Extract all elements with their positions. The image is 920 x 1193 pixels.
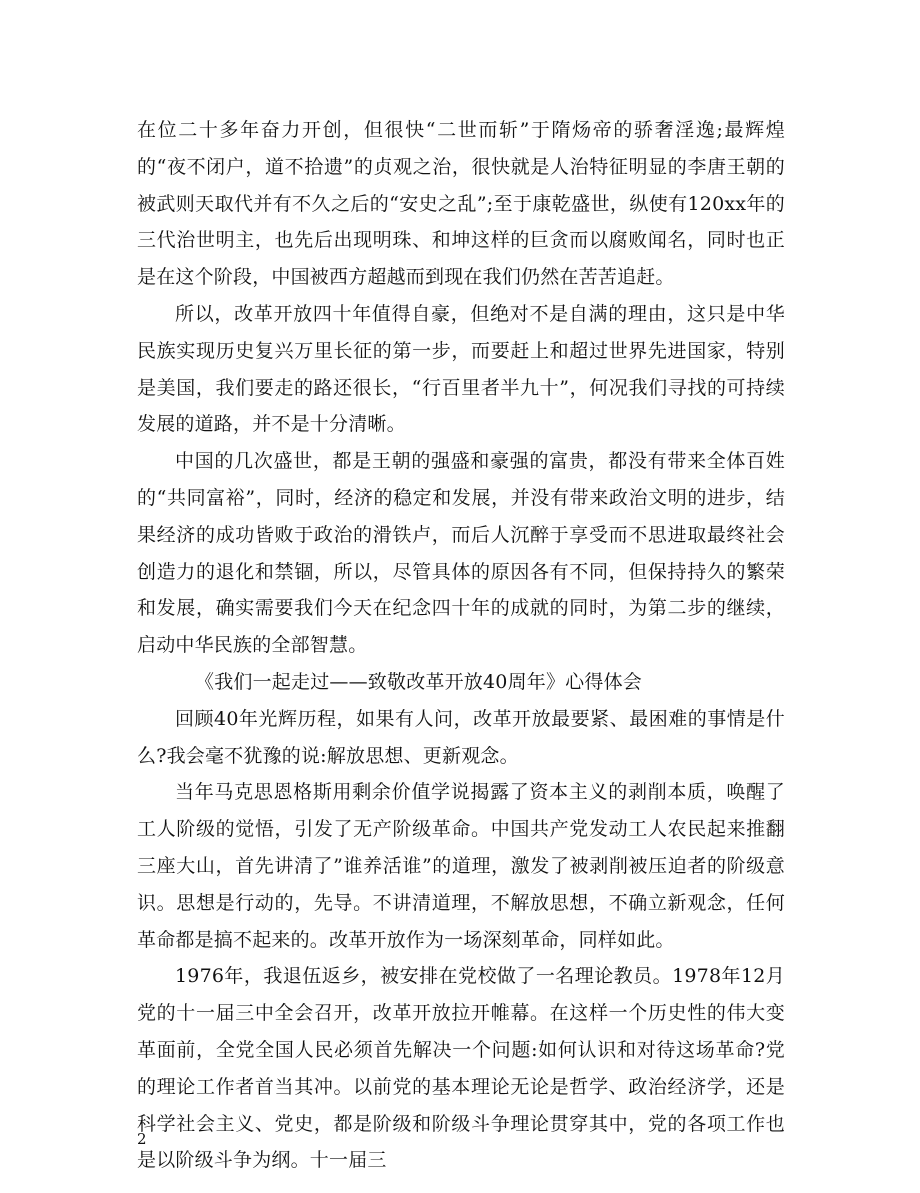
document-body xyxy=(137,112,785,1179)
page-number: 2 xyxy=(137,1130,147,1148)
paragraph-review: 回顾40年光辉历程，如果有人问，改革开放最要紧、最困难的事情是什么?我会毫不犹豫的说:解放思想、更新观念。 xyxy=(137,707,785,767)
paragraph-continuation: 在位二十多年奋力开创，但很快“二世而斩”于隋炀帝的骄奢淫逸;最辉煌的“夜不闭户，道不拾遗”的贞观之治，很快就是人治特征明显的李唐王朝的被武则天取代并有不久之后的“安史之乱”;至于康乾盛世，纵使有120xx年的三代治世明主，也先后出现明珠、和坤这样的巨贪而以腐败闻名，同时也正是在这个阶段，中国被西方超越而到现在我们仍然在苦苦追赶。 xyxy=(137,119,785,289)
essay-title: 《我们一起走过——致敬改革开放40周年》心得体会 xyxy=(195,670,642,693)
paragraph-prosperous-eras: 中国的几次盛世，都是王朝的强盛和豪强的富贵，都没有带来全体百姓的“共同富裕”，同时，经济的稳定和发展，并没有带来政治文明的进步，结果经济的成功皆败于政治的滑铁卢，而后人沉醉于享受而不思进取最终社会创造力的退化和禁锢，所以，尽管具体的原因各有不同，但保持持久的繁荣和发展，确实需要我们今天在纪念四十年的成就的同时，为第二步的继续，启动中华民族的全部智慧。 xyxy=(137,450,785,657)
paragraph-marx-engels: 当年马克思恩格斯用剩余价值学说揭露了资本主义的剥削本质，唤醒了工人阶级的觉悟，引发了无产阶级革命。中国共产党发动工人农民起来推翻三座大山，首先讲清了”谁养活谁”的道理，激发了被剥削被压迫者的阶级意识。思想是行动的，先导。不讲清道理，不解放思想，不确立新观念，任何革命都是搞不起来的。改革开放作为一场深刻革命，同样如此。 xyxy=(137,781,785,951)
paragraph-reform-pride: 所以，改革开放四十年值得自豪，但绝对不是自满的理由，这只是中华民族实现历史复兴万里长征的第一步，而要赶上和超过世界先进国家，特别是美国，我们要走的路还很长，“行百里者半九十”，何况我们寻找的可持续发展的道路，并不是十分清晰。 xyxy=(137,302,785,436)
paragraph-1976: 1976年，我退伍返乡，被安排在党校做了一名理论教员。1978年12月党的十一届三中全会召开，改革开放拉开帷幕。在这样一个历史性的伟大变革面前，全党全国人民必须首先解决一个问题:如何认识和对待这场革命?党的理论工作者首当其冲。以前党的基本理论无论是哲学、政治经济学，还是科学社会主义、党史，都是阶级和阶级斗争理论贯穿其中，党的各项工作也是以阶级斗争为纲。十一届三 xyxy=(137,965,785,1172)
